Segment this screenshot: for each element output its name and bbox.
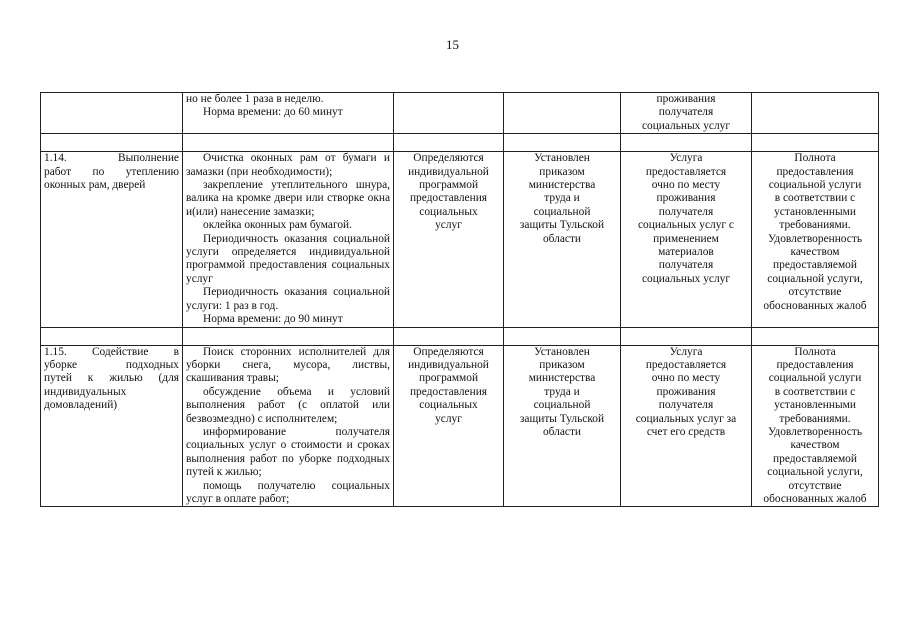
services-table bbox=[40, 92, 879, 507]
text-line: области bbox=[542, 425, 582, 438]
text-line: программой bbox=[418, 372, 479, 385]
description-paragraph: помощь получателю социальных услуг в оплате работ; bbox=[186, 479, 390, 505]
text-line: социальных bbox=[419, 205, 478, 218]
text-line: услуг bbox=[435, 412, 462, 425]
text-line: очно по месту bbox=[651, 372, 721, 385]
cell-conditions bbox=[621, 152, 752, 327]
text-line: социальной bbox=[533, 205, 591, 218]
text-line: получателя bbox=[658, 259, 714, 272]
cell-name bbox=[41, 152, 183, 327]
text-line: социальных bbox=[419, 399, 478, 412]
text-line: материалов bbox=[658, 246, 714, 259]
table-row-spacer bbox=[41, 134, 879, 152]
service-name-line: оконных рам, дверей bbox=[44, 179, 146, 192]
text-line: приказом bbox=[539, 358, 585, 371]
text-line: области bbox=[542, 232, 582, 245]
text-line: счет его средств bbox=[646, 425, 726, 438]
text-line: индивидуальной bbox=[408, 358, 489, 371]
cell-name bbox=[41, 345, 183, 507]
text-line: социальных услуг за bbox=[635, 412, 737, 425]
text-line: Удовлетворенность bbox=[767, 425, 863, 438]
text-line: Полнота bbox=[794, 345, 836, 358]
text-line: социальной услуги, bbox=[767, 466, 863, 479]
cell-description bbox=[183, 152, 394, 327]
text-line: Услуга bbox=[669, 152, 703, 165]
text-line: Удовлетворенность bbox=[767, 232, 863, 245]
description-paragraph: Периодичность оказания социальной услуги: 1 раз в год. bbox=[186, 286, 390, 312]
text-line: предоставляемой bbox=[773, 259, 857, 272]
text-line: в соответствии с bbox=[774, 385, 856, 398]
text-line: Норма времени: до 60 минут bbox=[203, 106, 343, 119]
service-name-line: 1.14. Выполнение bbox=[44, 152, 179, 165]
text-line: обоснованных жалоб bbox=[763, 299, 867, 312]
text-line: программой bbox=[418, 179, 479, 192]
cell-quality bbox=[752, 93, 879, 134]
text-line: Установлен bbox=[534, 345, 590, 358]
text-line: министерства bbox=[528, 179, 596, 192]
description-paragraph: закрепление утеплительного шнура, валика на кромке двери или створке окна и(или) нанесение замазки; bbox=[186, 179, 390, 218]
text-line: проживания bbox=[656, 93, 716, 105]
text-line: Полнота bbox=[794, 152, 836, 165]
text-line: защиты Тульской bbox=[519, 412, 605, 425]
cell-name bbox=[41, 93, 183, 134]
service-name-line: домовладений) bbox=[44, 399, 118, 412]
description-paragraph: Периодичность оказания социальной услуги определяется индивидуальной программой предоставления социальных услуг bbox=[186, 232, 390, 285]
table-row-continuation bbox=[41, 93, 879, 134]
text-line: защиты Тульской bbox=[519, 219, 605, 232]
text-line: в соответствии с bbox=[774, 192, 856, 205]
text-line: социальных услуг bbox=[641, 272, 731, 285]
text-line: получателя bbox=[658, 106, 714, 119]
description-paragraph: Поиск сторонних исполнителей для уборки снега, мусора, листвы, скашивания травы; bbox=[186, 345, 390, 385]
text-line: индивидуальной bbox=[408, 165, 489, 178]
cell-quality bbox=[752, 152, 879, 327]
page-number: 15 bbox=[446, 37, 459, 52]
cell-quality bbox=[752, 345, 879, 507]
text-line: предоставления bbox=[409, 192, 488, 205]
description-paragraph: Норма времени: до 90 минут bbox=[203, 313, 343, 326]
text-line: Определяются bbox=[413, 345, 484, 358]
text-line: требованиями. bbox=[779, 219, 851, 232]
service-name-line: индивидуальных bbox=[44, 385, 127, 398]
description-paragraph: Очистка оконных рам от бумаги и замазки (при необходимости); bbox=[186, 152, 390, 178]
text-line: труда и bbox=[544, 192, 580, 205]
text-line: Установлен bbox=[534, 152, 590, 165]
text-line: социальных услуг bbox=[641, 119, 731, 132]
cell-volume bbox=[394, 345, 504, 507]
text-line: отсутствие bbox=[788, 286, 842, 299]
text-line: обоснованных жалоб bbox=[763, 492, 867, 505]
cell-conditions bbox=[621, 93, 752, 134]
text-line: предоставления bbox=[409, 385, 488, 398]
text-line: качеством bbox=[790, 246, 840, 259]
text-line: предоставляемой bbox=[773, 452, 857, 465]
text-line: проживания bbox=[656, 192, 716, 205]
cell-volume bbox=[394, 93, 504, 134]
text-line: отсутствие bbox=[788, 479, 842, 492]
text-line: применением bbox=[653, 232, 719, 245]
text-line: приказом bbox=[539, 165, 585, 178]
text-line: установленными bbox=[774, 205, 856, 218]
cell-description bbox=[183, 93, 394, 134]
text-line: требованиями. bbox=[779, 412, 851, 425]
text-line: очно по месту bbox=[651, 179, 721, 192]
text-line: получателя bbox=[658, 399, 714, 412]
text-line: проживания bbox=[656, 385, 716, 398]
text-line: социальных услуг с bbox=[638, 219, 734, 232]
cell-volume bbox=[394, 152, 504, 327]
cell-tariff bbox=[504, 152, 621, 327]
text-line: но не более 1 раза в неделю. bbox=[186, 93, 324, 105]
cell-conditions bbox=[621, 345, 752, 507]
text-line: предоставления bbox=[776, 165, 854, 178]
description-paragraph: оклейка оконных рам бумагой. bbox=[203, 219, 352, 232]
cell-tariff bbox=[504, 345, 621, 507]
text-line: Определяются bbox=[413, 152, 484, 165]
text-line: качеством bbox=[790, 439, 840, 452]
service-name-line: 1.15. Содействие в bbox=[44, 345, 179, 358]
table-row-spacer bbox=[41, 327, 879, 345]
text-line: Услуга bbox=[669, 345, 703, 358]
service-name-line: работ по утеплению bbox=[44, 165, 179, 178]
service-name-line: уборке подходных bbox=[44, 358, 179, 371]
text-line: социальной bbox=[533, 399, 591, 412]
table-row-1-14 bbox=[41, 152, 879, 327]
text-line: получателя bbox=[658, 205, 714, 218]
text-line: социальной услуги, bbox=[767, 272, 863, 285]
text-line: предоставления bbox=[776, 358, 854, 371]
cell-description bbox=[183, 345, 394, 507]
text-line: министерства bbox=[528, 372, 596, 385]
text-line: труда и bbox=[544, 385, 580, 398]
text-line: социальной услуги bbox=[768, 179, 862, 192]
table-row-1-15 bbox=[41, 345, 879, 507]
service-name-line: путей к жилью (для bbox=[44, 372, 179, 385]
cell-tariff bbox=[504, 93, 621, 134]
text-line: установленными bbox=[774, 399, 856, 412]
text-line: предоставляется bbox=[645, 165, 727, 178]
text-line: предоставляется bbox=[645, 358, 727, 371]
text-line: социальной услуги bbox=[768, 372, 862, 385]
description-paragraph: информирование получателя социальных услуг о стоимости и сроках выполнения работ по уборке подходных путей к жилью; bbox=[186, 425, 390, 479]
text-line: услуг bbox=[435, 219, 462, 232]
description-paragraph: обсуждение объема и условий выполнения работ (с оплатой или безвозмездно) с исполнителем; bbox=[186, 385, 390, 425]
